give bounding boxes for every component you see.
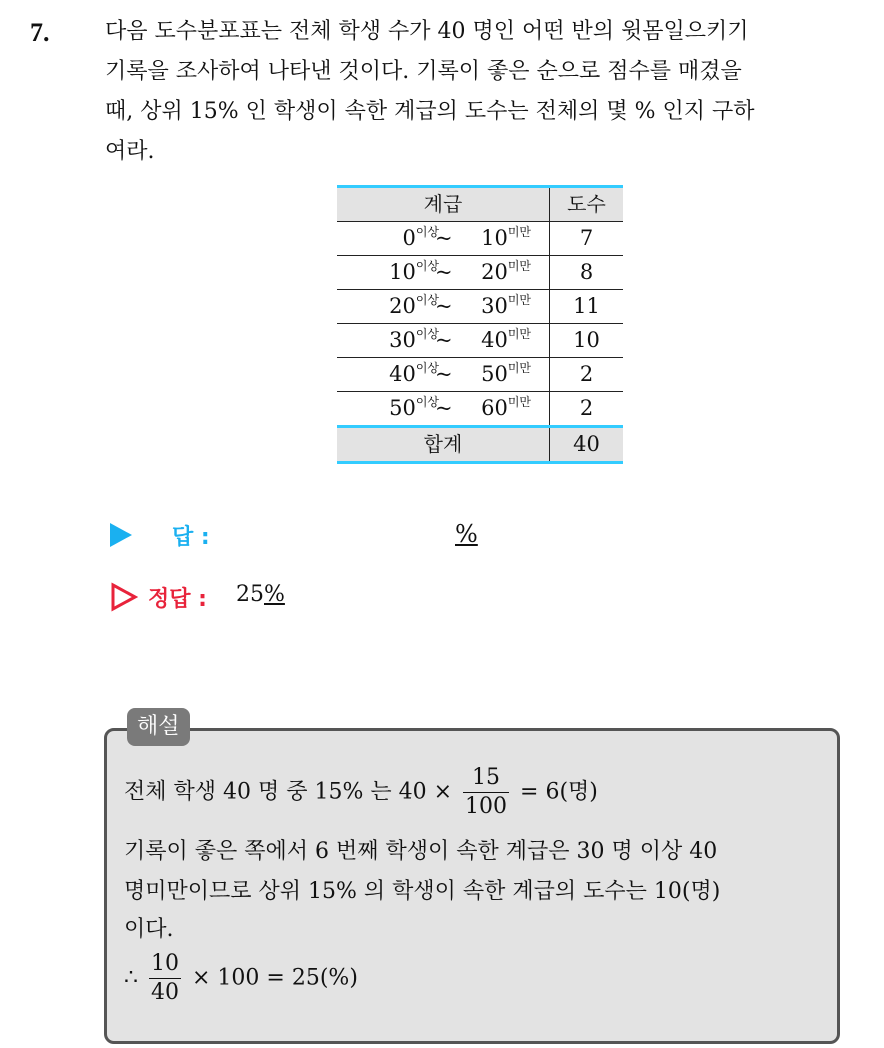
tilde: ~ bbox=[435, 396, 453, 420]
table-row bbox=[337, 358, 623, 392]
table-row bbox=[337, 256, 623, 290]
class-upper: $50^{미만}$ bbox=[481, 361, 531, 386]
frequency-cell: 11 bbox=[550, 290, 624, 324]
table-row bbox=[337, 324, 623, 358]
tilde: ~ bbox=[435, 294, 453, 318]
class-lower: $20^{이상}$ bbox=[389, 293, 439, 318]
class-header: 계급 bbox=[337, 187, 550, 222]
play-triangle-icon bbox=[110, 523, 132, 547]
solution-text: 전체 학생 40 명 중 15% 는 40 × bbox=[124, 779, 453, 805]
correct-number: 25 bbox=[236, 582, 264, 607]
question-line: 다음 도수분포표는 전체 학생 수가 40 명인 어떤 반의 윗몸일으키기 bbox=[105, 19, 749, 44]
correct-label: 정답 : bbox=[148, 587, 207, 612]
class-interval bbox=[337, 392, 550, 427]
tilde: ~ bbox=[435, 226, 453, 250]
frequency-cell: 2 bbox=[550, 358, 624, 392]
question-number: 7. bbox=[30, 18, 50, 47]
table-row bbox=[337, 392, 623, 427]
solution-line-3: 명미만이므로 상위 15% 의 학생이 속한 계급의 도수는 10(명) bbox=[124, 879, 721, 904]
frequency-table bbox=[337, 185, 623, 464]
table-row bbox=[337, 222, 623, 256]
correct-unit: % bbox=[264, 582, 285, 607]
correct-value bbox=[236, 582, 285, 607]
frequency-cell: 2 bbox=[550, 392, 624, 427]
class-lower: $50^{이상}$ bbox=[389, 395, 439, 420]
tilde: ~ bbox=[435, 260, 453, 284]
answer-row bbox=[110, 520, 610, 556]
total-row bbox=[337, 427, 623, 463]
class-lower: $40^{이상}$ bbox=[389, 361, 439, 386]
class-lower: $0^{이상}$ bbox=[402, 225, 439, 250]
fraction-15-100 bbox=[463, 764, 509, 821]
fraction-denominator: 40 bbox=[151, 980, 179, 1005]
frequency-cell: 7 bbox=[550, 222, 624, 256]
fraction-numerator: 15 bbox=[472, 765, 501, 790]
question-line: 기록을 조사하여 나타낸 것이다. 기록이 좋은 순으로 점수를 매겼을 bbox=[105, 59, 742, 84]
solution-text: × 100 = 25(%) bbox=[192, 965, 358, 991]
table-row bbox=[337, 290, 623, 324]
solution-line-2: 기록이 좋은 쪽에서 6 번째 학생이 속한 계급은 30 명 이상 40 bbox=[124, 839, 718, 864]
fraction-denominator: 100 bbox=[465, 794, 508, 819]
answer-unit: % bbox=[455, 520, 478, 548]
class-upper: $30^{미만}$ bbox=[481, 293, 531, 318]
class-upper: $10^{미만}$ bbox=[481, 225, 531, 250]
question-text bbox=[105, 12, 865, 172]
frequency-cell: 8 bbox=[550, 256, 624, 290]
solution-line-5 bbox=[124, 950, 834, 1007]
total-value: 40 bbox=[550, 427, 624, 463]
question-line: 여라. bbox=[105, 139, 155, 164]
correct-answer-row bbox=[110, 582, 610, 618]
fraction-numerator: 10 bbox=[151, 951, 179, 976]
class-upper: $20^{미만}$ bbox=[481, 259, 531, 284]
class-lower: $30^{이상}$ bbox=[389, 327, 439, 352]
question-line: 때, 상위 15% 인 학생이 속한 계급의 도수는 전체의 몇 % 인지 구하 bbox=[105, 99, 755, 124]
therefore-symbol: ∴ bbox=[124, 965, 138, 991]
solution-line-4: 이다. bbox=[124, 917, 174, 942]
frequency-header: 도수 bbox=[550, 187, 624, 222]
class-interval bbox=[337, 256, 550, 290]
class-interval bbox=[337, 324, 550, 358]
solution-line-1 bbox=[124, 764, 834, 821]
tilde: ~ bbox=[435, 328, 453, 352]
outline-triangle-icon bbox=[110, 582, 138, 612]
solution-tag: 해설 bbox=[127, 708, 190, 746]
total-label: 합계 bbox=[337, 427, 550, 463]
class-interval bbox=[337, 290, 550, 324]
tilde: ~ bbox=[435, 362, 453, 386]
class-interval bbox=[337, 222, 550, 256]
fraction-10-40 bbox=[149, 950, 181, 1007]
class-lower: $10^{이상}$ bbox=[389, 259, 439, 284]
class-interval bbox=[337, 358, 550, 392]
class-upper: $60^{미만}$ bbox=[481, 395, 531, 420]
class-upper: $40^{미만}$ bbox=[481, 327, 531, 352]
solution-text: = 6(명) bbox=[520, 779, 598, 805]
frequency-cell: 10 bbox=[550, 324, 624, 358]
answer-label: 답 : bbox=[172, 525, 210, 550]
table-header-row bbox=[337, 187, 623, 222]
